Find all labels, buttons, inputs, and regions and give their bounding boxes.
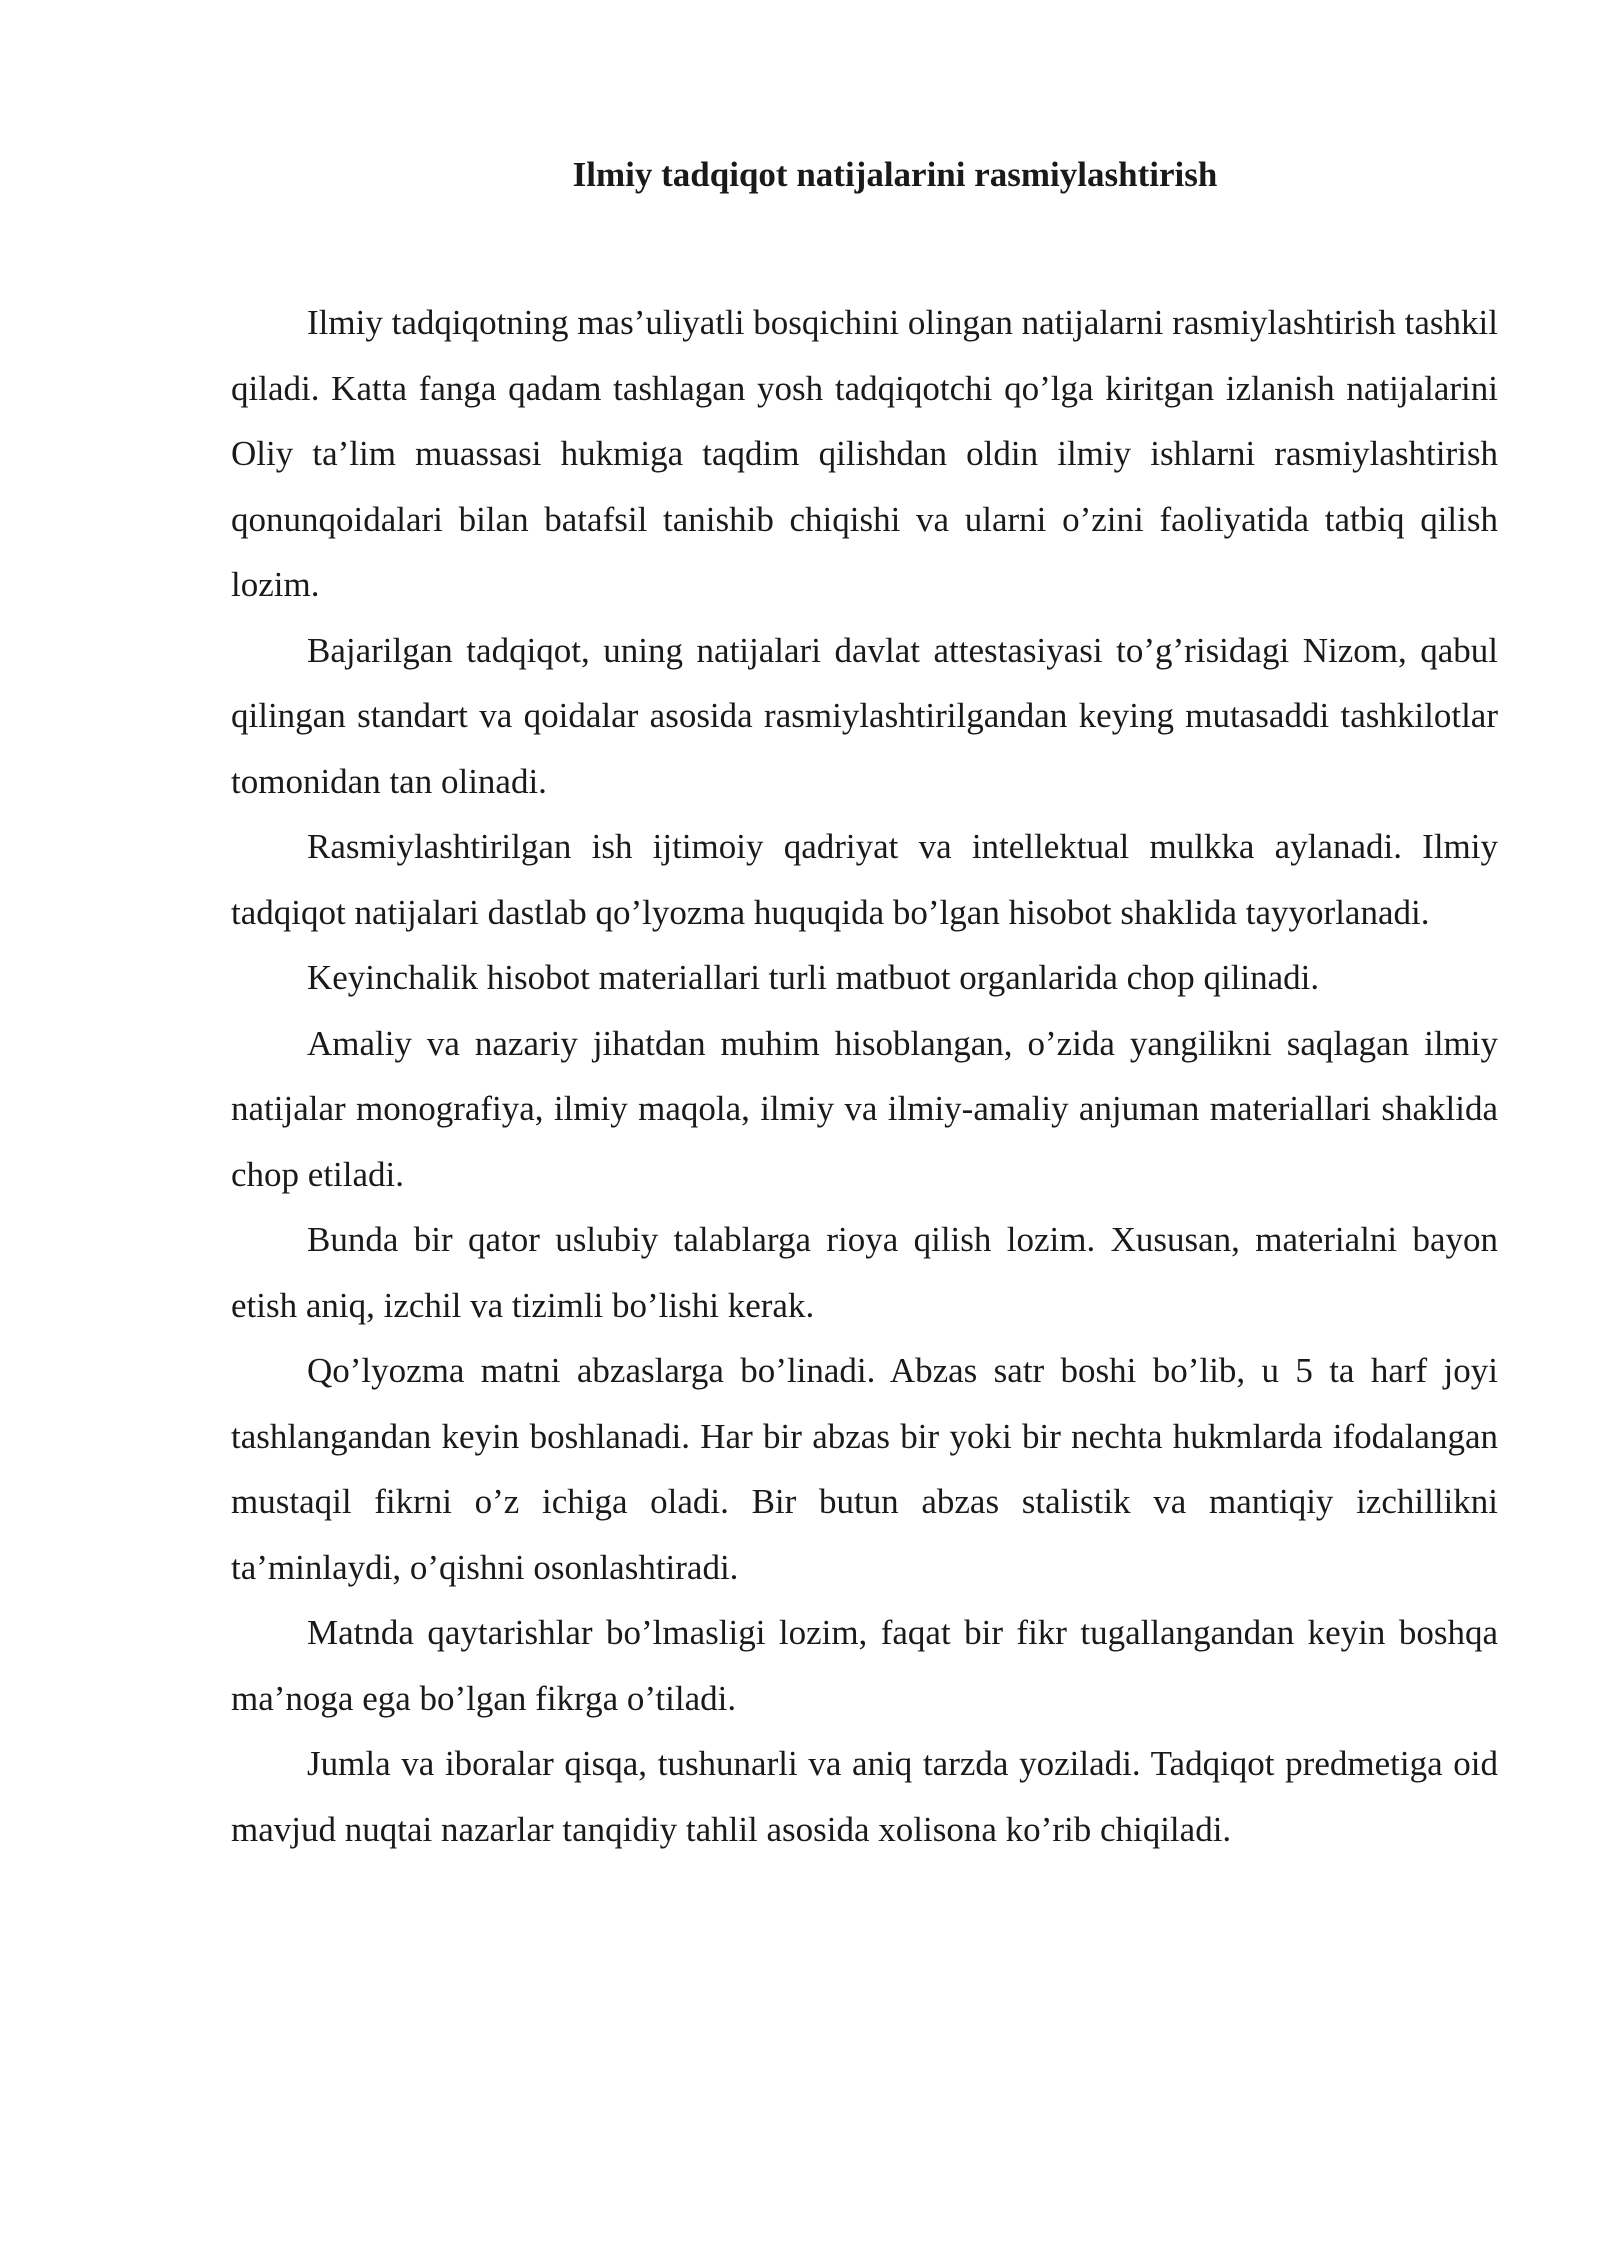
paragraph: Keyinchalik hisobot materiallari turli matbuot organlarida chop qilinadi. — [307, 958, 1320, 997]
paragraph: Bunda bir qator uslubiy talablarga rioya qilish lozim. Xususan, materialni bayon etish aniq, izchil va tizimli bo’lishi kerak. — [231, 1220, 1498, 1325]
paragraph: Rasmiylashtirilgan ish ijtimoiy qadriyat va intellektual mulkka aylanadi. Ilmiy tadqiqot natijalari dastlab qo’lyozma huquqida bo’lgan hisobot shaklida tayyorlanadi. — [231, 827, 1498, 932]
paragraph: Jumla va iboralar qisqa, tushunarli va aniq tarzda yoziladi. Tadqiqot predmetiga oid mavjud nuqtai nazarlar tanqidiy tahlil asosida xolisona ko’rib chiqiladi. — [231, 1744, 1498, 1849]
paragraph: Ilmiy tadqiqotning mas’uliyatli bosqichini olingan natijalarni rasmiylashtirish tashkil qiladi. Katta fanga qadam tashlagan yosh tadqiqotchi qo’lga kiritgan izlanish natijalarini Oliy ta’lim muassasi hukmiga taqdim qilishdan oldin ilmiy ishlarni rasmiylashtirish qonunqoidalari bilan batafsil tanishib chiqishi va ularni o’zini faoliyatida tatbiq qilish lozim. — [231, 303, 1498, 604]
document-body — [231, 290, 1498, 1862]
paragraph: Bajarilgan tadqiqot, uning natijalari davlat attestasiyasi to’g’risidagi Nizom, qabul qilingan standart va qoidalar asosida rasmiylashtirilgandan keying mutasaddi tashkilotlar tomonidan tan olinadi. — [231, 630, 1498, 801]
document-title: Ilmiy tadqiqot natijalarini rasmiylashtirish — [572, 155, 1218, 194]
paragraph: Matnda qaytarishlar bo’lmasligi lozim, faqat bir fikr tugallangandan keyin boshqa ma’noga ega bo’lgan fikrga o’tiladi. — [231, 1613, 1498, 1718]
paragraph: Amaliy va nazariy jihatdan muhim hisoblangan, o’zida yangilikni saqlagan ilmiy natijalar monografiya, ilmiy maqola, ilmiy va ilmiy-amaliy anjuman materiallari shaklida chop etiladi. — [231, 1023, 1498, 1194]
paragraph: Qo’lyozma matni abzaslarga bo’linadi. Abzas satr boshi bo’lib, u 5 ta harf joyi tashlangandan keyin boshlanadi. Har bir abzas bir yoki bir nechta hukmlarda ifodalangan mustaqil fikrni o’z ichiga oladi. Bir butun abzas stalistik va mantiqiy izchillikni ta’minlaydi, o’qishni osonlashtiradi. — [231, 1351, 1498, 1587]
